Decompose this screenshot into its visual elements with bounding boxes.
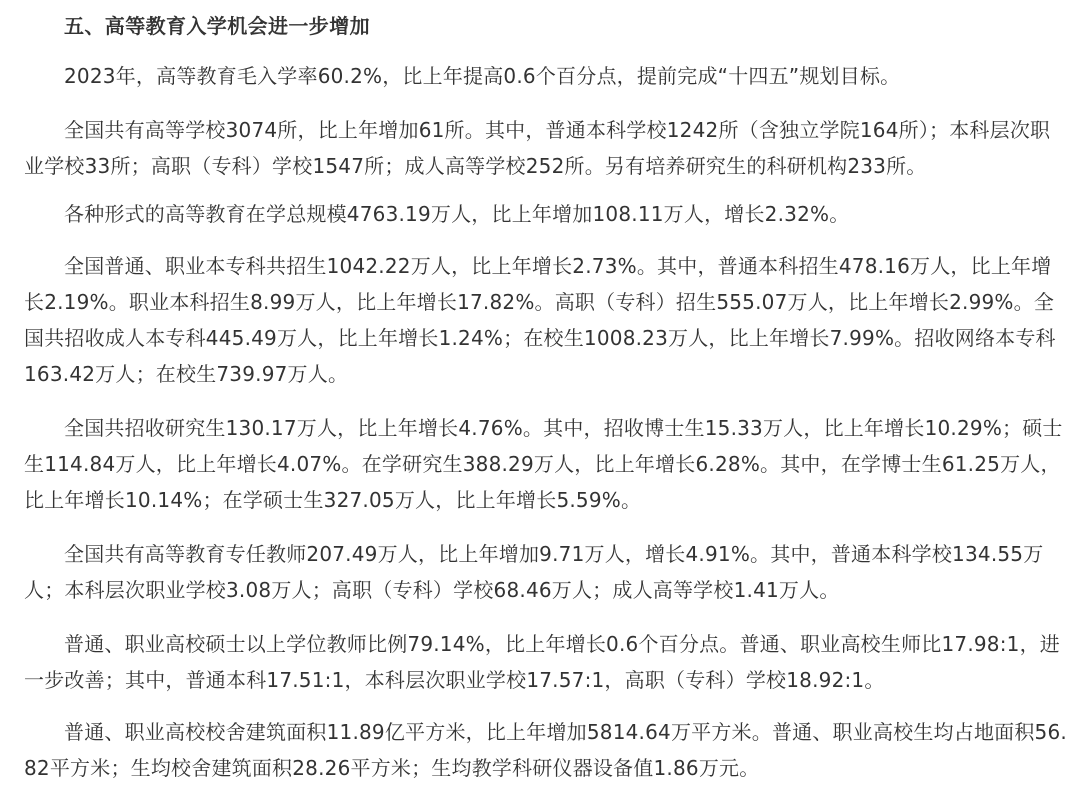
paragraph-enrollment-rate: 2023年，高等教育毛入学率60.2%，比上年提高0.6个百分点，提前完成“十四五”规划目标。 [64, 64, 901, 88]
paragraph-facilities: 普通、职业高校校舍建筑面积11.89亿平方米，比上年增加5814.64万平方米。普通、职业高校生均占地面积56.82平方米；生均校舍建筑面积28.26平方米；生均教学科研仪器设备值1.86万元。 [24, 720, 1067, 780]
paragraph-total-scale: 各种形式的高等教育在学总规模4763.19万人，比上年增加108.11万人，增长2.32%。 [64, 202, 850, 226]
paragraph-institution-count: 全国共有高等学校3074所，比上年增加61所。其中，普通本科学校1242所（含独立学院164所）；本科层次职业学校33所；高职（专科）学校1547所；成人高等学校252所。另有培养研究生的科研机构233所。 [24, 118, 1051, 178]
paragraph-teacher-ratio: 普通、职业高校硕士以上学位教师比例79.14%，比上年增长0.6个百分点。普通、职业高校生师比17.98:1，进一步改善；其中，普通本科17.51:1，本科层次职业学校17.57:1，高职（专科）学校18.92:1。 [24, 632, 1060, 692]
section-heading: 五、高等教育入学机会进一步增加 [64, 14, 370, 38]
paragraph-undergraduate-enrollment: 全国普通、职业本专科共招生1042.22万人，比上年增长2.73%。其中，普通本科招生478.16万人，比上年增长2.19%。职业本科招生8.99万人，比上年增长17.82%。高职（专科）招生555.07万人，比上年增长2.99%。全国共招收成人本专科445.49万人，比上年增长1.24%；在校生1008.23万人，比上年增长7.99%。招收网络本专科163.42万人；在校生739.97万人。 [24, 254, 1056, 386]
paragraph-graduate-enrollment: 全国共招收研究生130.17万人，比上年增长4.76%。其中，招收博士生15.33万人，比上年增长10.29%；硕士生114.84万人，比上年增长4.07%。在学研究生388.29万人，比上年增长6.28%。其中，在学博士生61.25万人，比上年增长10.14%；在学硕士生327.05万人，比上年增长5.59%。 [24, 416, 1063, 512]
paragraph-faculty: 全国共有高等教育专任教师207.49万人，比上年增加9.71万人，增长4.91%。其中，普通本科学校134.55万人；本科层次职业学校3.08万人；高职（专科）学校68.46万人；成人高等学校1.41万人。 [24, 542, 1044, 602]
